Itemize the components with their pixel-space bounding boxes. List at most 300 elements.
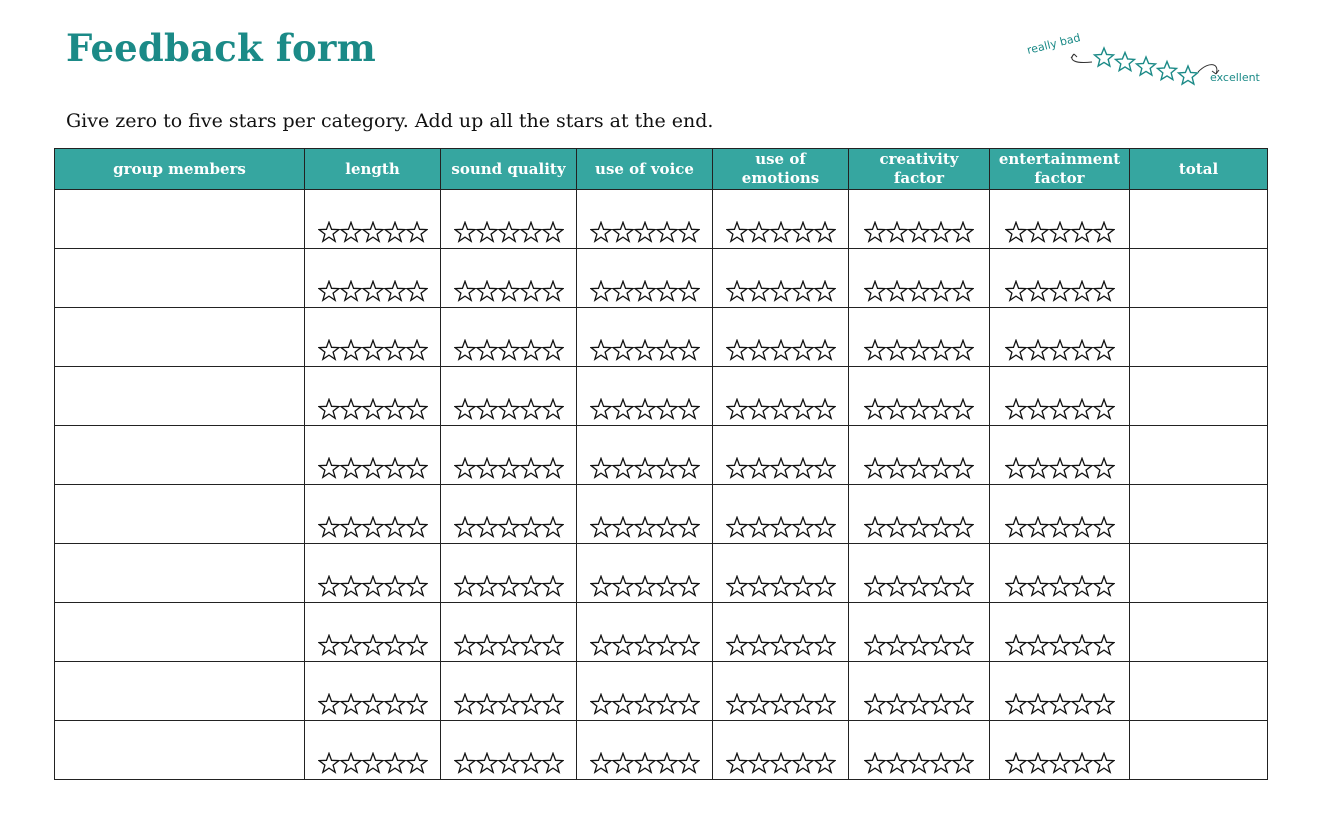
- star-outline-icon[interactable]: [454, 221, 476, 243]
- star-outline-icon[interactable]: [406, 339, 428, 361]
- star-outline-icon[interactable]: [498, 693, 520, 715]
- star-outline-icon[interactable]: [886, 398, 908, 420]
- star-outline-icon[interactable]: [792, 575, 814, 597]
- star-outline-icon[interactable]: [590, 221, 612, 243]
- star-outline-icon[interactable]: [908, 693, 930, 715]
- star-rating[interactable]: [726, 575, 836, 597]
- star-outline-icon[interactable]: [748, 575, 770, 597]
- star-rating[interactable]: [1005, 280, 1115, 302]
- star-outline-icon[interactable]: [634, 221, 656, 243]
- star-outline-icon[interactable]: [476, 221, 498, 243]
- star-outline-icon[interactable]: [678, 634, 700, 656]
- star-outline-icon[interactable]: [340, 457, 362, 479]
- star-outline-icon[interactable]: [542, 457, 564, 479]
- star-outline-icon[interactable]: [384, 575, 406, 597]
- star-rating[interactable]: [454, 280, 564, 302]
- star-outline-icon[interactable]: [1049, 752, 1071, 774]
- star-outline-icon[interactable]: [520, 280, 542, 302]
- star-outline-icon[interactable]: [770, 457, 792, 479]
- star-rating[interactable]: [726, 516, 836, 538]
- star-outline-icon[interactable]: [1027, 280, 1049, 302]
- star-outline-icon[interactable]: [498, 634, 520, 656]
- star-outline-icon[interactable]: [520, 693, 542, 715]
- star-rating[interactable]: [454, 339, 564, 361]
- star-rating[interactable]: [590, 752, 700, 774]
- star-outline-icon[interactable]: [406, 693, 428, 715]
- star-outline-icon[interactable]: [476, 693, 498, 715]
- total-cell[interactable]: [1130, 426, 1268, 485]
- star-outline-icon[interactable]: [454, 398, 476, 420]
- star-outline-icon[interactable]: [498, 221, 520, 243]
- star-outline-icon[interactable]: [678, 280, 700, 302]
- star-outline-icon[interactable]: [1027, 398, 1049, 420]
- star-outline-icon[interactable]: [748, 752, 770, 774]
- star-outline-icon[interactable]: [952, 634, 974, 656]
- star-outline-icon[interactable]: [1071, 457, 1093, 479]
- star-outline-icon[interactable]: [520, 398, 542, 420]
- star-outline-icon[interactable]: [1049, 280, 1071, 302]
- star-outline-icon[interactable]: [318, 752, 340, 774]
- star-outline-icon[interactable]: [362, 457, 384, 479]
- star-outline-icon[interactable]: [384, 221, 406, 243]
- star-outline-icon[interactable]: [886, 457, 908, 479]
- star-outline-icon[interactable]: [1071, 575, 1093, 597]
- group-members-cell[interactable]: [55, 603, 305, 662]
- star-outline-icon[interactable]: [612, 221, 634, 243]
- star-rating[interactable]: [454, 457, 564, 479]
- star-outline-icon[interactable]: [792, 752, 814, 774]
- star-outline-icon[interactable]: [542, 634, 564, 656]
- star-outline-icon[interactable]: [454, 516, 476, 538]
- star-outline-icon[interactable]: [952, 280, 974, 302]
- star-outline-icon[interactable]: [930, 221, 952, 243]
- star-outline-icon[interactable]: [814, 280, 836, 302]
- star-outline-icon[interactable]: [612, 693, 634, 715]
- star-outline-icon[interactable]: [886, 221, 908, 243]
- star-outline-icon[interactable]: [498, 516, 520, 538]
- star-outline-icon[interactable]: [542, 693, 564, 715]
- star-outline-icon[interactable]: [1005, 575, 1027, 597]
- star-outline-icon[interactable]: [1049, 457, 1071, 479]
- star-outline-icon[interactable]: [908, 752, 930, 774]
- star-outline-icon[interactable]: [542, 575, 564, 597]
- star-outline-icon[interactable]: [340, 634, 362, 656]
- star-outline-icon[interactable]: [498, 752, 520, 774]
- star-outline-icon[interactable]: [770, 575, 792, 597]
- star-rating[interactable]: [318, 634, 428, 656]
- star-outline-icon[interactable]: [340, 339, 362, 361]
- star-outline-icon[interactable]: [930, 693, 952, 715]
- star-rating[interactable]: [726, 752, 836, 774]
- star-rating[interactable]: [1005, 457, 1115, 479]
- star-outline-icon[interactable]: [612, 634, 634, 656]
- star-rating[interactable]: [590, 634, 700, 656]
- star-outline-icon[interactable]: [340, 575, 362, 597]
- star-rating[interactable]: [726, 221, 836, 243]
- star-outline-icon[interactable]: [362, 752, 384, 774]
- star-outline-icon[interactable]: [952, 457, 974, 479]
- star-rating[interactable]: [864, 634, 974, 656]
- star-outline-icon[interactable]: [792, 280, 814, 302]
- star-outline-icon[interactable]: [1049, 634, 1071, 656]
- star-outline-icon[interactable]: [678, 693, 700, 715]
- star-outline-icon[interactable]: [1049, 339, 1071, 361]
- star-outline-icon[interactable]: [770, 221, 792, 243]
- star-outline-icon[interactable]: [498, 339, 520, 361]
- star-outline-icon[interactable]: [406, 280, 428, 302]
- star-outline-icon[interactable]: [656, 634, 678, 656]
- star-outline-icon[interactable]: [1071, 339, 1093, 361]
- star-rating[interactable]: [864, 575, 974, 597]
- star-outline-icon[interactable]: [656, 575, 678, 597]
- star-outline-icon[interactable]: [770, 693, 792, 715]
- star-outline-icon[interactable]: [930, 339, 952, 361]
- star-outline-icon[interactable]: [1093, 752, 1115, 774]
- star-outline-icon[interactable]: [814, 457, 836, 479]
- star-outline-icon[interactable]: [454, 575, 476, 597]
- star-rating[interactable]: [454, 516, 564, 538]
- star-outline-icon[interactable]: [542, 339, 564, 361]
- group-members-cell[interactable]: [55, 190, 305, 249]
- star-outline-icon[interactable]: [726, 457, 748, 479]
- star-outline-icon[interactable]: [634, 280, 656, 302]
- star-rating[interactable]: [318, 693, 428, 715]
- star-outline-icon[interactable]: [454, 457, 476, 479]
- star-outline-icon[interactable]: [384, 693, 406, 715]
- star-rating[interactable]: [318, 457, 428, 479]
- star-outline-icon[interactable]: [930, 575, 952, 597]
- star-outline-icon[interactable]: [318, 280, 340, 302]
- star-outline-icon[interactable]: [612, 575, 634, 597]
- star-outline-icon[interactable]: [678, 221, 700, 243]
- star-outline-icon[interactable]: [770, 634, 792, 656]
- star-outline-icon[interactable]: [908, 516, 930, 538]
- star-outline-icon[interactable]: [454, 634, 476, 656]
- star-outline-icon[interactable]: [520, 221, 542, 243]
- star-outline-icon[interactable]: [1049, 575, 1071, 597]
- star-outline-icon[interactable]: [678, 339, 700, 361]
- star-outline-icon[interactable]: [340, 516, 362, 538]
- star-outline-icon[interactable]: [454, 339, 476, 361]
- star-outline-icon[interactable]: [748, 457, 770, 479]
- star-outline-icon[interactable]: [748, 398, 770, 420]
- star-rating[interactable]: [318, 221, 428, 243]
- star-outline-icon[interactable]: [908, 575, 930, 597]
- star-rating[interactable]: [590, 221, 700, 243]
- star-rating[interactable]: [864, 398, 974, 420]
- star-outline-icon[interactable]: [542, 280, 564, 302]
- star-outline-icon[interactable]: [748, 280, 770, 302]
- star-outline-icon[interactable]: [930, 752, 952, 774]
- star-rating[interactable]: [726, 398, 836, 420]
- star-rating[interactable]: [864, 339, 974, 361]
- star-outline-icon[interactable]: [406, 634, 428, 656]
- star-outline-icon[interactable]: [1005, 457, 1027, 479]
- star-outline-icon[interactable]: [792, 457, 814, 479]
- star-outline-icon[interactable]: [1093, 693, 1115, 715]
- star-outline-icon[interactable]: [318, 221, 340, 243]
- star-outline-icon[interactable]: [454, 752, 476, 774]
- star-outline-icon[interactable]: [476, 339, 498, 361]
- star-outline-icon[interactable]: [520, 516, 542, 538]
- total-cell[interactable]: [1130, 190, 1268, 249]
- star-outline-icon[interactable]: [384, 516, 406, 538]
- star-outline-icon[interactable]: [748, 516, 770, 538]
- star-outline-icon[interactable]: [318, 575, 340, 597]
- star-rating[interactable]: [1005, 339, 1115, 361]
- star-outline-icon[interactable]: [1049, 693, 1071, 715]
- star-outline-icon[interactable]: [952, 752, 974, 774]
- star-outline-icon[interactable]: [498, 575, 520, 597]
- star-outline-icon[interactable]: [612, 457, 634, 479]
- star-outline-icon[interactable]: [864, 339, 886, 361]
- star-outline-icon[interactable]: [748, 693, 770, 715]
- star-outline-icon[interactable]: [792, 221, 814, 243]
- star-outline-icon[interactable]: [340, 752, 362, 774]
- star-outline-icon[interactable]: [864, 634, 886, 656]
- star-rating[interactable]: [590, 457, 700, 479]
- star-outline-icon[interactable]: [476, 280, 498, 302]
- star-outline-icon[interactable]: [814, 398, 836, 420]
- star-outline-icon[interactable]: [1071, 516, 1093, 538]
- star-outline-icon[interactable]: [340, 398, 362, 420]
- star-outline-icon[interactable]: [318, 693, 340, 715]
- star-rating[interactable]: [454, 752, 564, 774]
- star-outline-icon[interactable]: [908, 457, 930, 479]
- star-outline-icon[interactable]: [318, 516, 340, 538]
- star-outline-icon[interactable]: [520, 457, 542, 479]
- star-outline-icon[interactable]: [1049, 398, 1071, 420]
- star-outline-icon[interactable]: [656, 457, 678, 479]
- star-outline-icon[interactable]: [340, 280, 362, 302]
- star-outline-icon[interactable]: [590, 398, 612, 420]
- star-outline-icon[interactable]: [952, 516, 974, 538]
- star-outline-icon[interactable]: [656, 693, 678, 715]
- star-outline-icon[interactable]: [1093, 457, 1115, 479]
- star-outline-icon[interactable]: [864, 398, 886, 420]
- star-outline-icon[interactable]: [476, 516, 498, 538]
- star-outline-icon[interactable]: [656, 221, 678, 243]
- star-outline-icon[interactable]: [1049, 221, 1071, 243]
- star-outline-icon[interactable]: [1093, 398, 1115, 420]
- star-outline-icon[interactable]: [952, 398, 974, 420]
- star-rating[interactable]: [864, 693, 974, 715]
- star-outline-icon[interactable]: [886, 339, 908, 361]
- total-cell[interactable]: [1130, 485, 1268, 544]
- star-outline-icon[interactable]: [908, 280, 930, 302]
- star-outline-icon[interactable]: [886, 752, 908, 774]
- star-outline-icon[interactable]: [406, 516, 428, 538]
- star-outline-icon[interactable]: [634, 339, 656, 361]
- star-rating[interactable]: [454, 634, 564, 656]
- star-outline-icon[interactable]: [612, 280, 634, 302]
- star-rating[interactable]: [726, 280, 836, 302]
- star-outline-icon[interactable]: [770, 752, 792, 774]
- star-rating[interactable]: [1005, 575, 1115, 597]
- star-rating[interactable]: [454, 693, 564, 715]
- star-outline-icon[interactable]: [864, 221, 886, 243]
- star-outline-icon[interactable]: [362, 575, 384, 597]
- star-rating[interactable]: [590, 575, 700, 597]
- star-outline-icon[interactable]: [340, 693, 362, 715]
- star-outline-icon[interactable]: [678, 398, 700, 420]
- star-outline-icon[interactable]: [726, 398, 748, 420]
- group-members-cell[interactable]: [55, 367, 305, 426]
- star-outline-icon[interactable]: [864, 752, 886, 774]
- star-outline-icon[interactable]: [362, 280, 384, 302]
- star-outline-icon[interactable]: [952, 221, 974, 243]
- star-outline-icon[interactable]: [634, 575, 656, 597]
- star-outline-icon[interactable]: [864, 280, 886, 302]
- star-outline-icon[interactable]: [1071, 634, 1093, 656]
- star-outline-icon[interactable]: [340, 221, 362, 243]
- star-outline-icon[interactable]: [1093, 339, 1115, 361]
- total-cell[interactable]: [1130, 544, 1268, 603]
- star-outline-icon[interactable]: [792, 339, 814, 361]
- star-outline-icon[interactable]: [814, 634, 836, 656]
- star-outline-icon[interactable]: [792, 634, 814, 656]
- star-outline-icon[interactable]: [930, 634, 952, 656]
- star-outline-icon[interactable]: [1093, 516, 1115, 538]
- star-rating[interactable]: [1005, 221, 1115, 243]
- star-outline-icon[interactable]: [384, 280, 406, 302]
- star-outline-icon[interactable]: [520, 634, 542, 656]
- star-outline-icon[interactable]: [406, 457, 428, 479]
- star-outline-icon[interactable]: [590, 693, 612, 715]
- star-outline-icon[interactable]: [678, 575, 700, 597]
- star-outline-icon[interactable]: [318, 457, 340, 479]
- star-outline-icon[interactable]: [930, 457, 952, 479]
- star-outline-icon[interactable]: [678, 516, 700, 538]
- star-outline-icon[interactable]: [498, 457, 520, 479]
- star-rating[interactable]: [726, 693, 836, 715]
- star-outline-icon[interactable]: [520, 575, 542, 597]
- star-outline-icon[interactable]: [612, 339, 634, 361]
- star-outline-icon[interactable]: [590, 575, 612, 597]
- star-outline-icon[interactable]: [612, 752, 634, 774]
- star-outline-icon[interactable]: [634, 398, 656, 420]
- star-rating[interactable]: [1005, 693, 1115, 715]
- star-outline-icon[interactable]: [318, 398, 340, 420]
- star-rating[interactable]: [318, 516, 428, 538]
- star-outline-icon[interactable]: [864, 575, 886, 597]
- star-outline-icon[interactable]: [498, 398, 520, 420]
- star-rating[interactable]: [318, 752, 428, 774]
- star-outline-icon[interactable]: [930, 280, 952, 302]
- star-outline-icon[interactable]: [864, 457, 886, 479]
- star-rating[interactable]: [590, 339, 700, 361]
- star-outline-icon[interactable]: [952, 693, 974, 715]
- star-outline-icon[interactable]: [726, 575, 748, 597]
- total-cell[interactable]: [1130, 662, 1268, 721]
- star-outline-icon[interactable]: [814, 221, 836, 243]
- star-outline-icon[interactable]: [476, 457, 498, 479]
- star-outline-icon[interactable]: [656, 516, 678, 538]
- star-outline-icon[interactable]: [318, 339, 340, 361]
- star-outline-icon[interactable]: [406, 398, 428, 420]
- star-outline-icon[interactable]: [1027, 634, 1049, 656]
- star-outline-icon[interactable]: [792, 398, 814, 420]
- star-rating[interactable]: [726, 457, 836, 479]
- star-outline-icon[interactable]: [384, 398, 406, 420]
- star-outline-icon[interactable]: [1005, 398, 1027, 420]
- star-outline-icon[interactable]: [454, 280, 476, 302]
- star-outline-icon[interactable]: [908, 398, 930, 420]
- star-outline-icon[interactable]: [1071, 752, 1093, 774]
- star-outline-icon[interactable]: [542, 516, 564, 538]
- star-outline-icon[interactable]: [476, 575, 498, 597]
- star-outline-icon[interactable]: [406, 575, 428, 597]
- star-outline-icon[interactable]: [814, 339, 836, 361]
- star-outline-icon[interactable]: [726, 339, 748, 361]
- star-outline-icon[interactable]: [520, 339, 542, 361]
- star-outline-icon[interactable]: [384, 752, 406, 774]
- star-outline-icon[interactable]: [362, 221, 384, 243]
- star-outline-icon[interactable]: [656, 280, 678, 302]
- star-outline-icon[interactable]: [770, 398, 792, 420]
- star-outline-icon[interactable]: [886, 693, 908, 715]
- star-rating[interactable]: [590, 280, 700, 302]
- star-outline-icon[interactable]: [1005, 634, 1027, 656]
- star-rating[interactable]: [590, 516, 700, 538]
- star-outline-icon[interactable]: [362, 339, 384, 361]
- star-outline-icon[interactable]: [612, 398, 634, 420]
- group-members-cell[interactable]: [55, 662, 305, 721]
- star-rating[interactable]: [1005, 634, 1115, 656]
- star-outline-icon[interactable]: [542, 221, 564, 243]
- group-members-cell[interactable]: [55, 249, 305, 308]
- star-outline-icon[interactable]: [1049, 516, 1071, 538]
- star-outline-icon[interactable]: [792, 693, 814, 715]
- star-outline-icon[interactable]: [1027, 221, 1049, 243]
- star-outline-icon[interactable]: [748, 339, 770, 361]
- star-rating[interactable]: [864, 221, 974, 243]
- star-outline-icon[interactable]: [1027, 516, 1049, 538]
- star-rating[interactable]: [454, 221, 564, 243]
- star-outline-icon[interactable]: [726, 752, 748, 774]
- star-outline-icon[interactable]: [384, 339, 406, 361]
- star-outline-icon[interactable]: [930, 398, 952, 420]
- star-outline-icon[interactable]: [454, 693, 476, 715]
- star-outline-icon[interactable]: [952, 575, 974, 597]
- star-rating[interactable]: [1005, 752, 1115, 774]
- star-outline-icon[interactable]: [384, 457, 406, 479]
- star-outline-icon[interactable]: [886, 516, 908, 538]
- star-outline-icon[interactable]: [770, 516, 792, 538]
- star-rating[interactable]: [864, 516, 974, 538]
- star-outline-icon[interactable]: [612, 516, 634, 538]
- star-outline-icon[interactable]: [726, 280, 748, 302]
- star-outline-icon[interactable]: [590, 280, 612, 302]
- total-cell[interactable]: [1130, 721, 1268, 780]
- star-outline-icon[interactable]: [1027, 575, 1049, 597]
- star-outline-icon[interactable]: [318, 634, 340, 656]
- star-outline-icon[interactable]: [590, 457, 612, 479]
- star-outline-icon[interactable]: [1027, 752, 1049, 774]
- star-rating[interactable]: [318, 280, 428, 302]
- star-outline-icon[interactable]: [748, 634, 770, 656]
- star-rating[interactable]: [1005, 516, 1115, 538]
- star-outline-icon[interactable]: [590, 516, 612, 538]
- star-outline-icon[interactable]: [886, 634, 908, 656]
- star-outline-icon[interactable]: [634, 634, 656, 656]
- total-cell[interactable]: [1130, 367, 1268, 426]
- star-outline-icon[interactable]: [362, 398, 384, 420]
- star-outline-icon[interactable]: [362, 516, 384, 538]
- star-outline-icon[interactable]: [406, 752, 428, 774]
- star-outline-icon[interactable]: [770, 339, 792, 361]
- star-outline-icon[interactable]: [362, 693, 384, 715]
